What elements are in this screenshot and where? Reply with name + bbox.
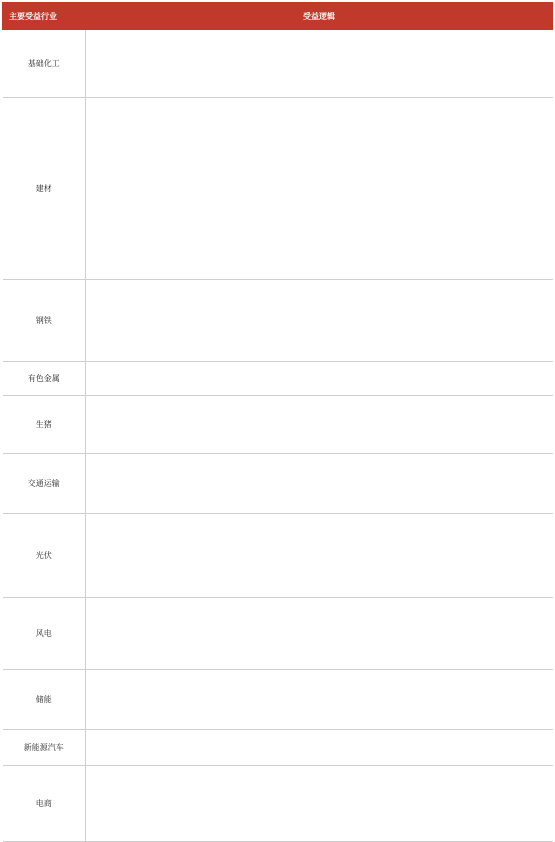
logic-cell bbox=[86, 396, 553, 454]
logic-cell bbox=[86, 514, 553, 598]
table-row bbox=[3, 730, 553, 766]
industry-cell: 有色金属 bbox=[3, 362, 86, 396]
industry-cell: 钢铁 bbox=[3, 280, 86, 362]
logic-cell bbox=[86, 730, 553, 766]
industry-cell: 光伏 bbox=[3, 514, 86, 598]
table-row bbox=[3, 98, 553, 280]
industry-cell: 风电 bbox=[3, 598, 86, 670]
industry-cell: 交通运输 bbox=[3, 454, 86, 514]
header-row bbox=[3, 3, 553, 30]
logic-cell bbox=[86, 98, 553, 280]
logic-cell bbox=[86, 280, 553, 362]
logic-cell bbox=[86, 766, 553, 842]
table-row bbox=[3, 514, 553, 598]
industry-cell: 电商 bbox=[3, 766, 86, 842]
table-row bbox=[3, 598, 553, 670]
logic-cell bbox=[86, 598, 553, 670]
table-row bbox=[3, 280, 553, 362]
table-row bbox=[3, 454, 553, 514]
table-header bbox=[3, 3, 553, 30]
beneficiary-industries-table bbox=[2, 2, 553, 842]
table-row bbox=[3, 670, 553, 730]
industry-cell: 生猪 bbox=[3, 396, 86, 454]
logic-cell bbox=[86, 670, 553, 730]
logic-column-header: 受益逻辑 bbox=[86, 3, 553, 30]
logic-cell bbox=[86, 30, 553, 98]
table-row bbox=[3, 362, 553, 396]
industry-column-header: 主要受益行业 bbox=[3, 3, 86, 30]
industry-cell: 新能源汽车 bbox=[3, 730, 86, 766]
logic-cell bbox=[86, 362, 553, 396]
industry-cell: 建材 bbox=[3, 98, 86, 280]
table-body bbox=[3, 30, 553, 842]
table-row bbox=[3, 396, 553, 454]
industry-cell: 基础化工 bbox=[3, 30, 86, 98]
table-row bbox=[3, 30, 553, 98]
logic-cell bbox=[86, 454, 553, 514]
table-row bbox=[3, 766, 553, 842]
industry-cell: 储能 bbox=[3, 670, 86, 730]
